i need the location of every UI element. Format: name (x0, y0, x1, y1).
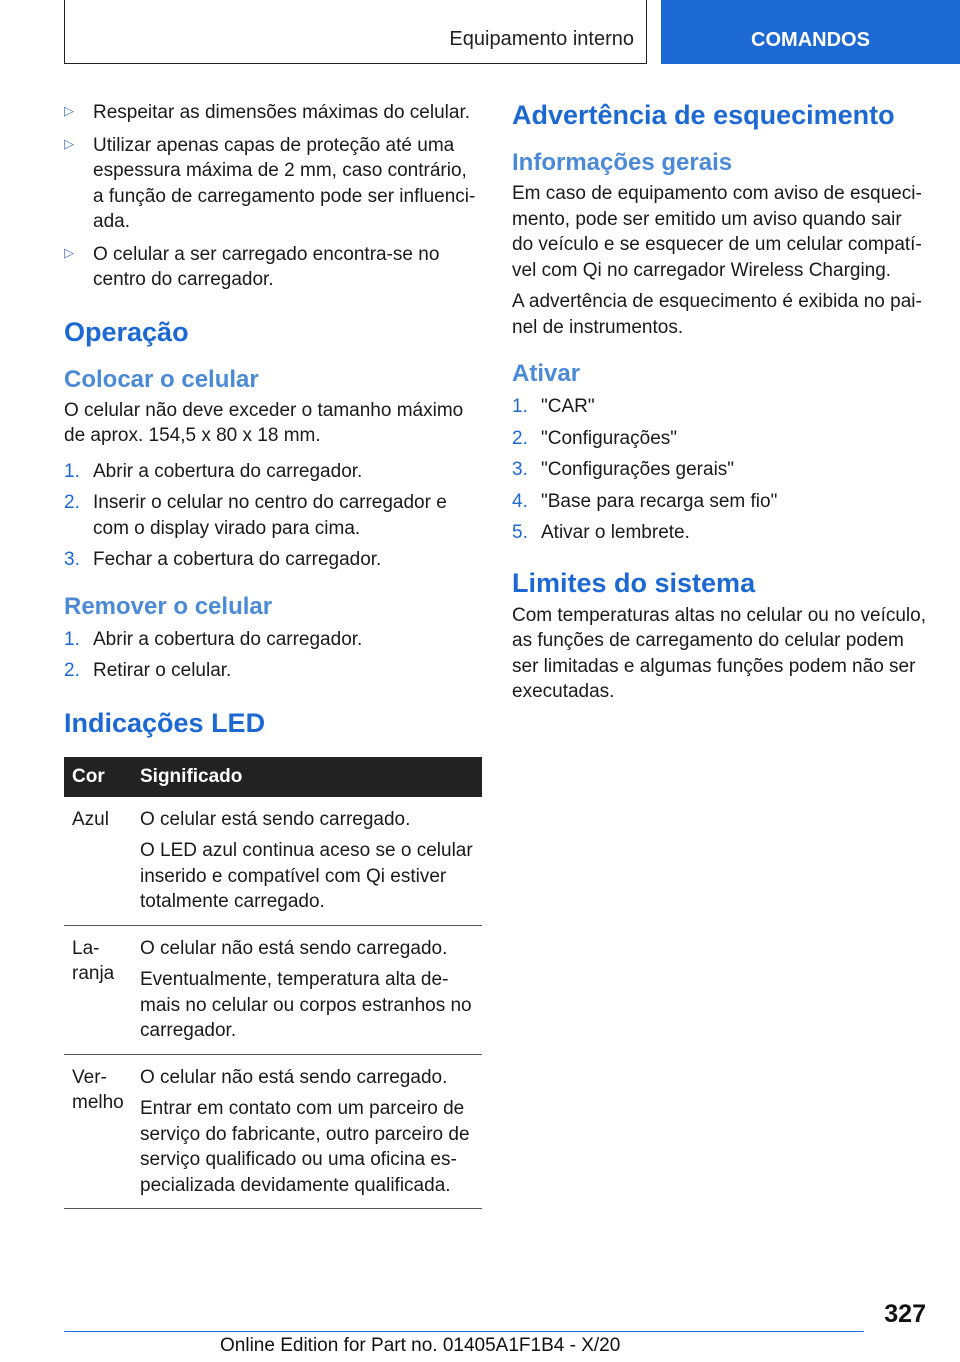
cell-significado (132, 1054, 482, 1209)
bullet-text: O celular a ser carregado encontra-se no centro do carregador. (93, 243, 440, 290)
bullet-item (64, 242, 482, 293)
step-text: Retirar o celular. (93, 660, 232, 681)
footer-divider (64, 1331, 864, 1332)
limites-text: Com temperaturas altas no celular ou no veículo, as funções de carregamento do celular podem ser limitadas e algumas funções podem não ser executadas. (512, 604, 926, 702)
led-table (64, 757, 482, 1210)
header-section-box (64, 0, 647, 64)
cell-cor (64, 925, 132, 1054)
colocar-intro: O celular não deve exceder o tamanho máximo de aprox. 154,5 x 80 x 18 mm. (64, 399, 464, 446)
remover-steps (64, 627, 482, 684)
triangle-bullet-icon: ▷ (64, 103, 74, 118)
heading-limites: Limites do sistema (512, 567, 756, 598)
significado-p1: O celular está sendo carregado. (140, 808, 411, 830)
heading-informacoes: Informações gerais (512, 149, 733, 176)
bullet-item (64, 100, 482, 126)
cor-text: Ver-melho (72, 1066, 124, 1113)
colocar-steps (64, 459, 482, 573)
table-row (64, 797, 482, 926)
left-column (64, 100, 482, 1209)
list-item (64, 658, 482, 684)
step-number: 5. (512, 522, 528, 543)
list-item (512, 489, 928, 515)
header-section-title: Equipamento interno (449, 28, 634, 50)
heading-ativar: Ativar (512, 360, 581, 387)
step-number: 2. (64, 660, 80, 681)
list-item (512, 394, 928, 420)
step-text: Fechar a cobertura do carregador. (93, 549, 382, 570)
bullet-text: Utilizar apenas capas de proteção até uma espessura máxima de 2 mm, caso contrário, a função de carregamento pode ser influenci-ada. (93, 134, 476, 232)
page-number: 327 (884, 1300, 926, 1328)
cell-cor (64, 797, 132, 926)
footer-edition: Online Edition for Part no. 01405A1F1B4 - X/20 (220, 1335, 621, 1356)
step-text: "CAR" (541, 396, 595, 417)
step-text: Abrir a cobertura do carregador. (93, 460, 363, 482)
list-item (512, 457, 928, 483)
step-text: "Configurações gerais" (541, 459, 735, 480)
step-number: 2. (64, 492, 80, 513)
ativar-steps (512, 394, 928, 546)
header-significado: Significado (132, 757, 482, 797)
step-number: 2. (512, 427, 528, 449)
step-number: 3. (64, 549, 80, 570)
step-number: 4. (512, 490, 528, 512)
cell-significado (132, 925, 482, 1054)
cell-significado (132, 797, 482, 926)
significado-p2: Eventualmente, temperatura alta de-mais no celular ou corpos estranhos no carregador. (140, 969, 472, 1041)
list-item (64, 547, 482, 573)
list-item (64, 627, 482, 653)
heading-remover: Remover o celular (64, 592, 273, 620)
significado-p1: O celular não está sendo carregado. (140, 1066, 448, 1088)
list-item (64, 459, 482, 485)
bullet-item (64, 133, 482, 235)
step-number: 1. (512, 396, 528, 417)
right-column (512, 100, 928, 711)
significado-p1: O celular não está sendo carregado. (140, 937, 448, 959)
cell-cor (64, 1054, 132, 1209)
step-text: Abrir a cobertura do carregador. (93, 628, 363, 650)
step-number: 1. (64, 460, 80, 482)
table-row (64, 925, 482, 1054)
step-text: Inserir o celular no centro do carregador e com o display virado para cima. (93, 492, 447, 539)
header-chapter-tab: COMANDOS (661, 0, 960, 64)
heading-advertencia: Advertência de esquecimento (512, 100, 895, 130)
table-row (64, 1054, 482, 1209)
table-header-row (64, 757, 482, 797)
advertencia-p1: Em caso de equipamento com aviso de esqueci-mento, pode ser emitido um aviso quando sair do veículo e se esquecer de um celular compatí-vel com Qi no carregador Wireless Charging. (512, 183, 922, 281)
step-text: "Configurações" (541, 427, 678, 449)
heading-operacao: Operação (64, 316, 189, 347)
cor-text: Azul (72, 808, 109, 830)
step-number: 1. (64, 628, 80, 650)
step-text: "Base para recarga sem fio" (541, 490, 778, 512)
heading-led: Indicações LED (64, 707, 266, 738)
header-cor: Cor (64, 757, 132, 797)
list-item (512, 520, 928, 546)
step-number: 3. (512, 459, 528, 480)
cor-text: La-ranja (72, 937, 115, 984)
heading-colocar: Colocar o celular (64, 365, 259, 393)
significado-p2: O LED azul continua aceso se o celular inserido e compatível com Qi estiver totalmente carregado. (140, 840, 473, 912)
list-item (64, 490, 482, 541)
triangle-bullet-icon: ▷ (64, 135, 74, 151)
advertencia-p2: A advertência de esquecimento é exibida no pai-nel de instrumentos. (512, 291, 922, 338)
list-item (512, 426, 928, 452)
triangle-bullet-icon: ▷ (64, 244, 74, 260)
bullet-text: Respeitar as dimensões máximas do celular. (93, 102, 471, 123)
step-text: Ativar o lembrete. (541, 522, 690, 543)
significado-p2: Entrar em contato com um parceiro de serviço do fabricante, outro parceiro de serviço qualificado ou uma oficina es-pecializada devidamente qualificada. (140, 1098, 470, 1196)
